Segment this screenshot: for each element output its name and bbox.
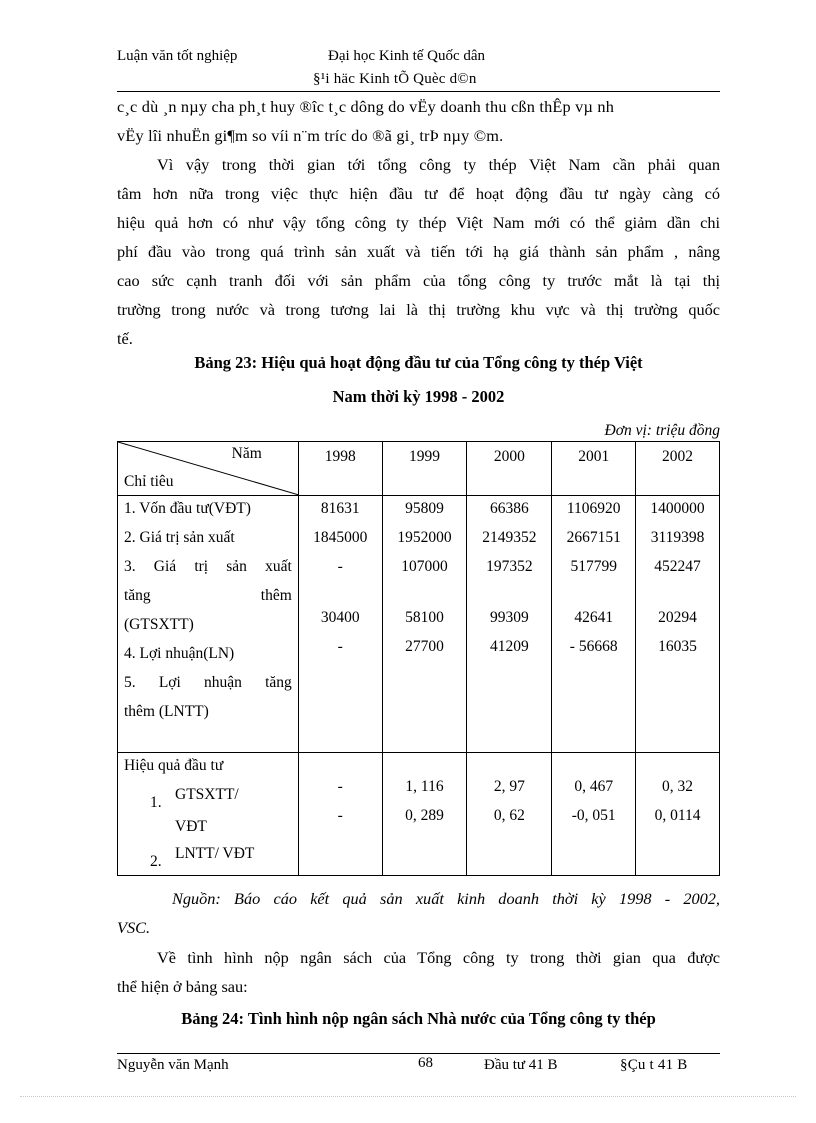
paragraph-line: tâm hơn nữa trong việc thực hiện đầu tư để hoạt động đầu tư ngày càng có bbox=[117, 184, 720, 203]
year-header: 2002 bbox=[636, 442, 720, 496]
paragraph-line: trường trong nước và trong tương lai là thị trường khu vực và thị trường quốc bbox=[117, 300, 720, 319]
footer-page-number: 68 bbox=[418, 1055, 433, 1071]
year-header: 2001 bbox=[552, 442, 636, 496]
table-row bbox=[118, 753, 720, 876]
paragraph-2 bbox=[117, 943, 720, 1001]
year-header: 2000 bbox=[467, 442, 552, 496]
paragraph-line: phí đầu vào trong quá trình sản xuất và tiến tới hạ giá thành sản phẩm , nâng bbox=[117, 242, 720, 261]
efficiency-2000: 2, 97 0, 62 bbox=[467, 753, 552, 876]
footer-class: Đầu tư 41 B bbox=[484, 1057, 558, 1073]
year-values-2001: 1106920 2667151 517799 42641 - 56668 bbox=[552, 496, 636, 753]
table-row bbox=[118, 496, 720, 753]
table23-title-line2: Nam thời kỳ 1998 - 2002 bbox=[332, 387, 505, 406]
efficiency-labels: Hiệu quả đầu tư 1. GTSXTT/ VĐT 2. LNTT/ VĐT bbox=[118, 753, 299, 876]
corner-year-label: Năm bbox=[231, 445, 262, 462]
paragraph-line: tế. bbox=[117, 329, 133, 348]
table24-title: Bảng 24: Tình hình nộp ngân sách Nhà nước của Tổng công ty thép bbox=[181, 1009, 656, 1028]
intro-line: c¸c dù ¸n nµy cha ph¸t huy ®îc t¸c dông do vËy doanh thu cßn thÊp vµ nh bbox=[117, 97, 615, 116]
paragraph-1 bbox=[117, 150, 720, 353]
year-values-1999: 95809 1952000 107000 58100 27700 bbox=[382, 496, 467, 753]
year-values-1998: 81631 1845000 - 30400 - bbox=[298, 496, 382, 753]
intro-line: vËy lîi nhuËn gi¶m so víi n¨m tríc do ®ã gi¸ trÞ nµy ©m. bbox=[117, 126, 504, 145]
year-header: 1999 bbox=[382, 442, 467, 496]
paragraph-line: Về tình hình nộp ngân sách của Tổng công ty trong thời gian qua được bbox=[157, 948, 720, 967]
efficiency-2002: 0, 32 0, 0114 bbox=[636, 753, 720, 876]
source-line: Nguồn: Báo cáo kết quả sản xuất kinh doanh thời kỳ 1998 - 2002, bbox=[172, 889, 720, 908]
indicator-labels: 1. Vốn đầu tư(VĐT) 2. Giá trị sản xuất 3. Giá trị sản xuất tăng thêm (GTSXTT) 4. Lợi nhuận(LN) 5. Lợi nhuận tăng thêm (LNTT) bbox=[118, 496, 299, 753]
footer-author: Nguyễn văn Mạnh bbox=[117, 1057, 229, 1073]
table23-title-line1: Bảng 23: Hiệu quả hoạt động đầu tư của Tổng công ty thép Việt bbox=[194, 353, 643, 372]
intro-text bbox=[117, 92, 720, 150]
header-center-garbled: §¹i häc Kinh tÕ Quèc d©n bbox=[313, 71, 477, 87]
table23-unit: Đơn vị: triệu đồng bbox=[604, 422, 720, 439]
corner-cell bbox=[118, 442, 299, 496]
table-header-row bbox=[118, 442, 720, 496]
paragraph-line: hiệu quả hơn có như vậy tổng công ty thép Việt Nam mới có thể giảm dần chi bbox=[117, 213, 720, 232]
source-line: VSC. bbox=[117, 918, 151, 937]
header-center: Đại học Kinh tế Quốc dân bbox=[328, 48, 486, 64]
paragraph-line: thể hiện ở bảng sau: bbox=[117, 977, 248, 996]
paragraph-line: Vì vậy trong thời gian tới tổng công ty thép Việt Nam cần phải quan bbox=[157, 155, 720, 174]
paragraph-line: cao sức cạnh tranh đối với sản phẩm của tổng công ty trước mắt là tại thị bbox=[117, 271, 720, 290]
efficiency-2001: 0, 467 -0, 051 bbox=[552, 753, 636, 876]
header-left: Luận văn tốt nghiệp bbox=[117, 48, 238, 64]
footer-rule bbox=[117, 1053, 720, 1054]
footer-class-garbled: §Çu t 41 B bbox=[620, 1057, 688, 1073]
year-values-2002: 1400000 3119398 452247 20294 16035 bbox=[636, 496, 720, 753]
efficiency-1999: 1, 116 0, 289 bbox=[382, 753, 467, 876]
page-bottom-dotted-rule bbox=[20, 1096, 796, 1097]
corner-indicator-label: Chỉ tiêu bbox=[124, 473, 174, 490]
year-header: 1998 bbox=[298, 442, 382, 496]
efficiency-1998: - - bbox=[298, 753, 382, 876]
table23 bbox=[117, 441, 720, 876]
year-values-2000: 66386 2149352 197352 99309 41209 bbox=[467, 496, 552, 753]
source-note bbox=[117, 884, 720, 942]
